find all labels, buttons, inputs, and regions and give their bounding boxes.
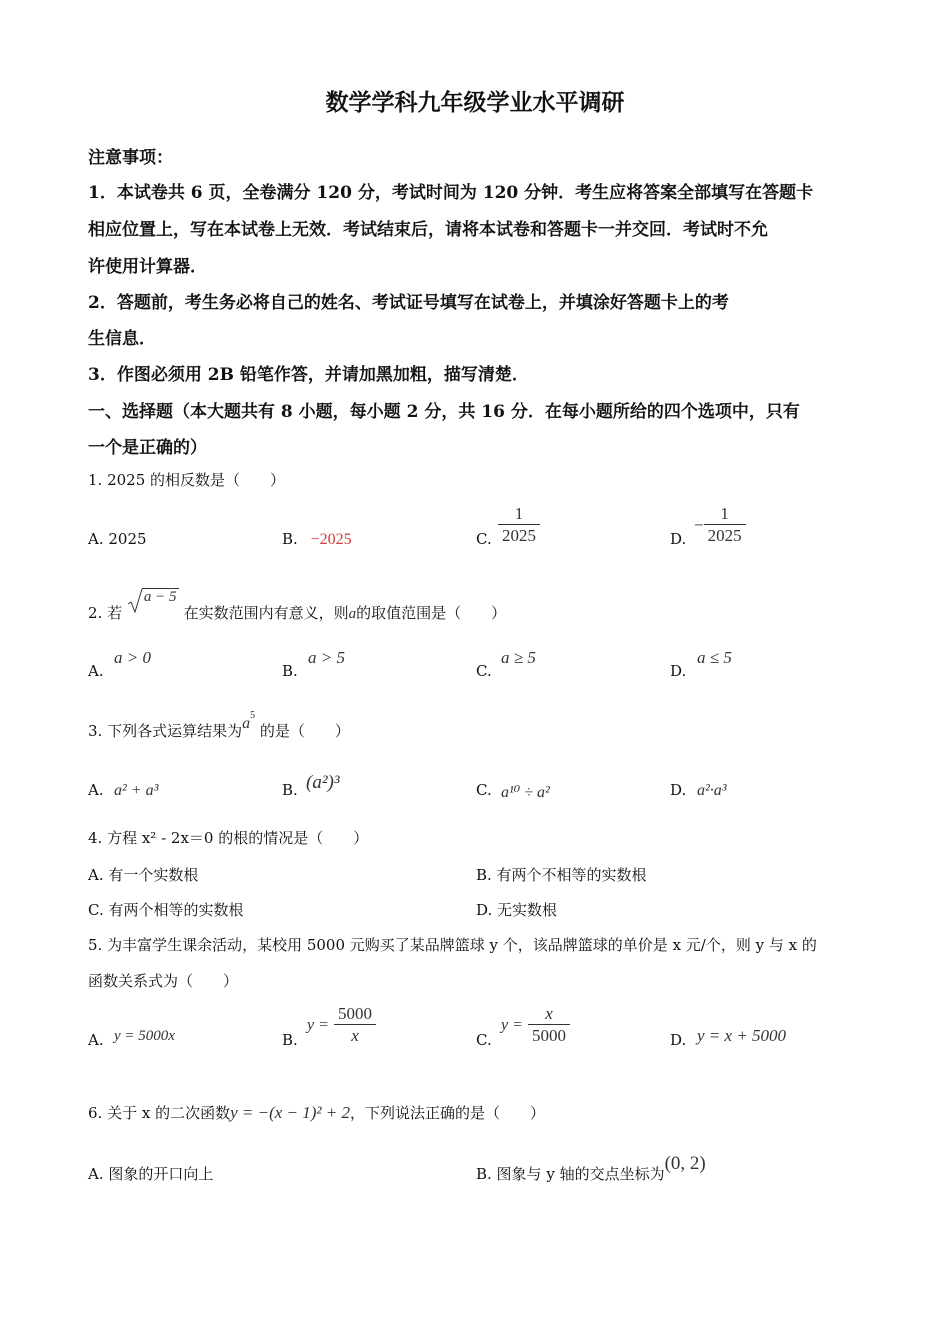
- q5-option-c-value: [501, 1004, 570, 1047]
- q2-stem: [88, 589, 507, 623]
- notice-line-3: 许使用计算器．: [88, 257, 207, 277]
- notice-line-2: 相应位置上，写在本试卷上无效．考试结束后，请将本试卷和答题卡一并交回．考试时不允: [88, 220, 768, 240]
- q1-option-b-value: −2025: [310, 531, 352, 548]
- q3-exp: 5: [250, 710, 256, 721]
- q2-suffix: 在实数范围内有意义，则: [183, 604, 349, 622]
- page-title: 数学学科九年级学业水平调研: [325, 89, 625, 116]
- q2-option-d-value: a ≤ 5: [697, 648, 732, 667]
- q3-option-d-label: D.: [670, 781, 687, 799]
- q5-c-lhs: y =: [501, 1016, 523, 1034]
- q6-function: y = −(x − 1)² + 2: [230, 1103, 350, 1122]
- q6-stem: [88, 1102, 545, 1123]
- q5-stem-line-1: 5. 为丰富学生课余活动，某校用 5000 元购买了某品牌篮球 y 个，该品牌篮球的单价是 x 元/个，则 y 与 x 的: [88, 936, 817, 954]
- q2-option-a-label: A.: [88, 662, 104, 680]
- q1-option-b: [282, 530, 352, 549]
- section-heading-line-2: 一个是正确的）: [88, 438, 207, 458]
- q2-var: a: [348, 606, 357, 622]
- q5-c-denominator: 5000: [528, 1024, 570, 1047]
- q1-option-d-fraction: [694, 504, 746, 547]
- q3-stem: [88, 710, 350, 741]
- q3-option-d-value: a²·a³: [697, 782, 727, 799]
- q5-option-d-label: D.: [670, 1031, 687, 1049]
- q4-option-b: B. 有两个不相等的实数根: [476, 866, 647, 884]
- q1-option-c-fraction: [498, 504, 540, 547]
- q6-suffix: ，下列说法正确的是（ ）: [349, 1104, 545, 1122]
- notice-line-1: 1．本试卷共 6 页，全卷满分 120 分，考试时间为 120 分钟．考生应将答案全部填写在答题卡: [88, 183, 814, 203]
- q1-option-d-label: D.: [670, 530, 687, 548]
- q5-b-denominator: x: [334, 1024, 376, 1047]
- q5-c-numerator: x: [545, 1004, 553, 1023]
- q1-c-denominator: 2025: [498, 524, 540, 547]
- q6-option-b: [476, 1153, 706, 1185]
- notice-line-5: 生信息．: [88, 329, 156, 349]
- q3-option-b-value: (a²)³: [306, 772, 340, 793]
- q4-option-d: D. 无实数根: [476, 901, 558, 919]
- q1-d-numerator: 1: [720, 504, 729, 523]
- q6-prefix: 6. 关于 x 的二次函数: [88, 1104, 231, 1122]
- q3-base: a: [242, 715, 251, 732]
- q4-option-a: A. 有一个实数根: [88, 866, 199, 884]
- q5-stem-line-2: 函数关系式为（ ）: [88, 972, 239, 990]
- q2-option-a-value: a > 0: [114, 648, 151, 667]
- q1-d-denominator: 2025: [704, 524, 746, 547]
- q3-suffix: 的是（ ）: [259, 722, 350, 740]
- q2-option-d-label: D.: [670, 662, 687, 680]
- q2-radicand: a − 5: [143, 589, 177, 605]
- notice-heading: 注意事项：: [88, 148, 173, 168]
- q1-option-b-label: B.: [282, 530, 298, 548]
- q5-option-d-value: y = x + 5000: [697, 1026, 787, 1045]
- q6-option-b-text: B. 图象与 y 轴的交点坐标为: [476, 1165, 665, 1183]
- notice-line-4: 2．答题前，考生务必将自己的姓名、考试证号填写在试卷上，并填涂好答题卡上的考: [88, 293, 729, 313]
- q1-stem: 1. 2025 的相反数是（ ）: [88, 471, 286, 489]
- q3-prefix: 3. 下列各式运算结果为: [88, 722, 243, 740]
- q5-option-a-label: A.: [88, 1031, 104, 1049]
- q3-option-c-label: C.: [476, 781, 492, 799]
- q5-option-a-value: y = 5000x: [114, 1028, 175, 1044]
- q3-option-a-value: a² + a³: [114, 782, 159, 799]
- q5-option-c-label: C.: [476, 1031, 492, 1049]
- q4-stem: 4. 方程 x² - 2x＝0 的根的情况是（ ）: [88, 829, 369, 847]
- notice-line-6: 3．作图必须用 2B 铅笔作答，并请加黑加粗，描写清楚．: [88, 365, 529, 385]
- q6-option-b-point: (0, 2): [664, 1153, 706, 1174]
- q2-option-c-label: C.: [476, 662, 492, 680]
- q6-option-a: A. 图象的开口向上: [88, 1165, 214, 1183]
- q1-option-c-label: C.: [476, 530, 492, 548]
- q5-option-b-value: [307, 1004, 376, 1047]
- q2-option-b-value: a > 5: [308, 648, 345, 667]
- q1-c-numerator: 1: [514, 504, 524, 523]
- q1-option-a: A. 2025: [88, 530, 147, 548]
- q1-d-sign: −: [694, 515, 704, 535]
- q2-option-c-value: a ≥ 5: [501, 648, 536, 667]
- q2-radical: [127, 589, 179, 620]
- q3-option-b-label: B.: [282, 781, 298, 799]
- q3-option-c-value: a¹⁰ ÷ a²: [501, 784, 550, 801]
- q5-b-lhs: y =: [307, 1016, 329, 1034]
- q4-option-c: C. 有两个相等的实数根: [88, 901, 244, 919]
- q2-option-b-label: B.: [282, 662, 298, 680]
- q5-option-b-label: B.: [282, 1031, 298, 1049]
- q3-option-a-label: A.: [88, 781, 104, 799]
- section-heading-line-1: 一、选择题（本大题共有 8 小题，每小题 2 分，共 16 分．在每小题所给的四个选项中，只有: [88, 402, 800, 422]
- q2-suffix2: 的取值范围是（ ）: [356, 604, 507, 622]
- q5-b-numerator: 5000: [338, 1004, 372, 1023]
- sqrt-icon: [127, 588, 143, 614]
- q2-prefix: 2. 若: [88, 604, 123, 622]
